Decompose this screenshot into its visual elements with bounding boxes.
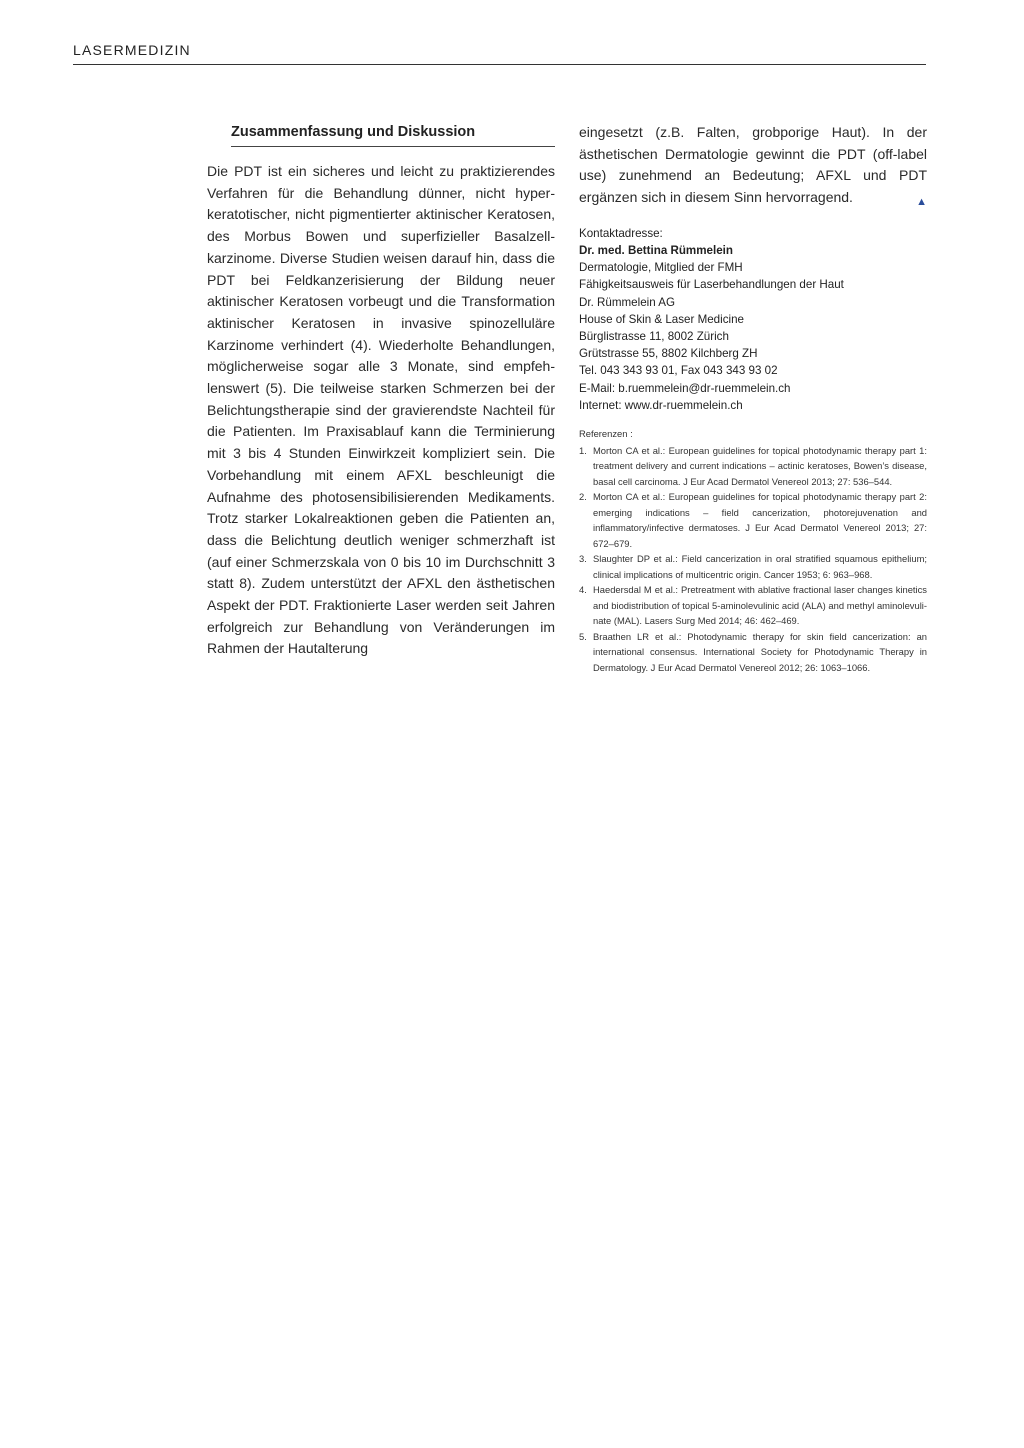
reference-item [579,629,927,676]
contact-block [579,225,927,414]
reference-number: 4. [579,584,587,596]
contact-line: House of Skin & Laser Medicine [579,312,744,326]
section-label: LASERMEDIZIN [73,42,191,58]
reference-text: Morton CA et al.: European guidelines for topical photodynamic therapy part 2: emerging indications – field cancerization, photorejuvenation and inflammatory/infective dermatoses. J Eur Acad Dermatol Venereol 2013; 27: 672–679. [593,491,927,549]
body-paragraph-continued [579,122,927,209]
reference-text: Braathen LR et al.: Photodynamic therapy for skin field cancerization: an international consensus. International Society for Photodynamic Therapy in Dermatology. J Eur Acad Dermatol Venereol 2012; 26: 1063–1066. [593,630,927,673]
reference-number: 3. [579,553,587,565]
end-of-article-triangle-icon: ▲ [916,196,927,209]
contact-website[interactable]: Internet: www.dr-ruemmelein.ch [579,398,743,412]
reference-item [579,489,927,551]
references-title: Referenzen : [579,428,633,440]
body-paragraph: Die PDT ist ein sicheres und leicht zu praktizierendes Verfahren für die Behandlung dünner, nicht hyperkeratotischer, nicht pigmentierter aktinischer Keratosen, des Morbus Bowen und superfizieller Basalzellkarzinome. Diverse Studien weisen darauf hin, dass die PDT bei Feldkanzerisierung der Bildung neuer aktinischer Keratosen vorbeugt und die Transformation aktinischer Keratosen in invasive spinozelluläre Karzinome verhindert (4). Wiederholte Behandlungen, möglicherweise sogar alle 3 Monate, sind empfehlenswert (5). Die teilweise starken Schmerzen bei der Belichtungstherapie sind der gravierendste Nachteil für die Patienten. Im Praxisablauf kann die Terminierung mit 3 bis 4 Stunden Einwirkzeit kompliziert sein. Die Vorbehandlung mit einem AFXL beschleunigt die Aufnahme des photosensibilisierenden Medikaments. Trotz starker Lokalreaktionen geben die Patienten an, dass die Belichtung deutlich weniger schmerzhaft ist (auf einer Schmerzskala von 0 bis 10 im Durchschnitt 3 statt 8). Zudem unterstützt der AFXL den ästhetischen Aspekt der PDT. Fraktionierte Laser werden seit Jahren erfolgreich zur Behandlung von Veränderungen im Rahmen der Hautalterung [207,163,555,657]
contact-email[interactable]: E-Mail: b.ruemmelein@dr-ruemmelein.ch [579,381,791,395]
contact-line: Tel. 043 343 93 01, Fax 043 343 93 02 [579,364,778,378]
reference-text: Slaughter DP et al.: Field cancerization in oral stratified squamous epithelium; clinical implications of multicentric origin. Cancer 1953; 6: 963–968. [593,553,927,580]
contact-line: Grütstrasse 55, 8802 Kilchberg ZH [579,347,758,361]
reference-item [579,443,927,490]
reference-item [579,551,927,582]
contact-line: Dr. Rümmelein AG [579,295,675,309]
references [579,426,927,675]
contact-label: Kontaktadresse: [579,226,663,240]
reference-text: Morton CA et al.: European guidelines for topical photodynamic therapy part 1: treatment delivery and current indications – actinic keratoses, Bowen’s disease, basal cell carcinoma. J Eur Acad Dermatol Venereol 2013; 27: 536–544. [593,444,927,487]
contact-line: Fähigkeitsausweis für Laserbehandlungen der Haut [579,278,844,292]
contact-line: Dermatologie, Mitglied der FMH [579,261,743,275]
paragraph-text: eingesetzt (z.B. Falten, grobporige Haut). In der ästhetischen Dermatologie gewinnt die PDT (off-label use) zunehmend an Bedeutung; AFXL und PDT ergänzen sich in diesem Sinn hervorragend. [579,124,927,206]
left-column [207,124,555,660]
page-header [73,40,926,65]
right-column [579,122,927,675]
contact-line: Bürglistrasse 11, 8002 Zürich [579,330,729,344]
reference-number: 5. [579,630,587,642]
section-heading: Zusammenfassung und Diskussion [231,124,555,147]
reference-number: 1. [579,444,587,456]
reference-text: Haedersdal M et al.: Pretreatment with ablative fractional laser changes kinetics and biodistribution of topical 5-aminolevulinic acid (ALA) and methyl aminolevulinate (MAL). Lasers Surg Med 2014; 46: 462–469. [593,584,927,627]
reference-item [579,582,927,629]
reference-number: 2. [579,491,587,503]
contact-name: Dr. med. Bettina Rümmelein [579,244,733,258]
